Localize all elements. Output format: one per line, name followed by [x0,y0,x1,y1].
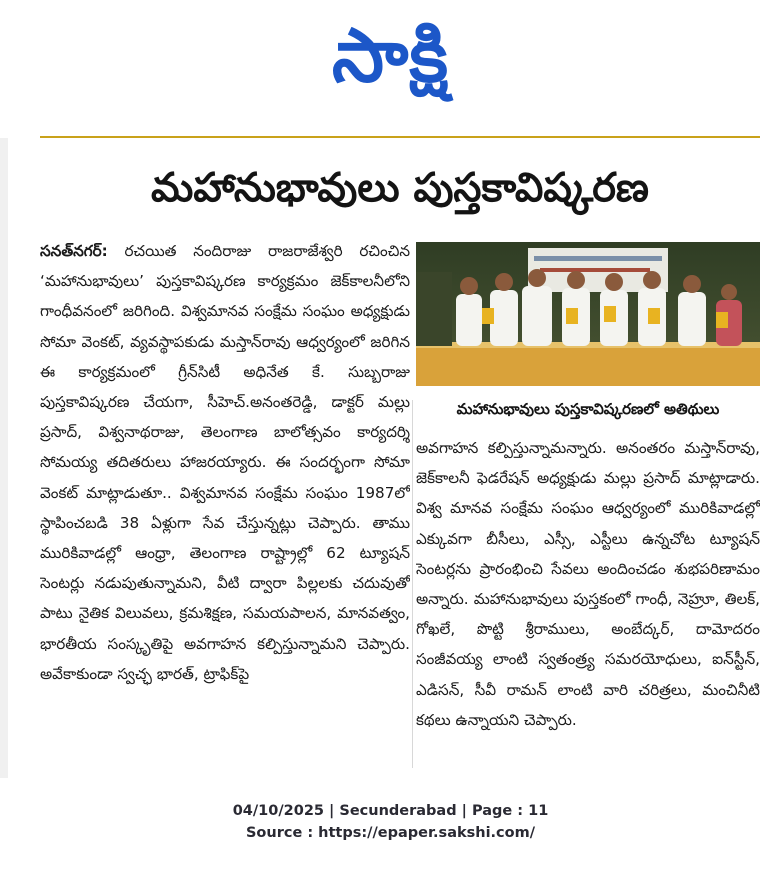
edition-line: 04/10/2025 | Secunderabad | Page : 11 [232,803,549,819]
article-column-left [40,236,410,768]
page-footer [0,800,781,844]
dateline: సనత్‌నగర్: [40,242,108,260]
masthead-logo [0,4,781,114]
photo-caption: మహానుభావులు పుస్తకావిష్కరణలో అతిథులు [456,400,720,418]
event-photo [416,242,760,386]
article-column-right [416,433,760,763]
right-column-text: అవగాహన కల్పిస్తున్నామన్నారు. అనంతరం మస్తాన్‌రావు, జెక్‌కాలనీ ఫెడరేషన్ అధ్యక్షుడు మల్లు ప్రసాద్ మాట్లాడారు. విశ్వ మానవ సంక్షేమ సంఘం ఆధ్వర్యంలో మురికివాడల్లో ఎక్కువగా బీసీలు, ఎస్సీ, ఎస్టీలు ఉన్నచోట ట్యూషన్ సెంటర్లను ప్రారంభించి సేవలు అందించడం శుభపరిణామం అన్నారు. మహానుభావులు పుస్తకంలో గాంధీ, నెహ్రూ, తిలక్, గోఖలే, పొట్టి శ్రీరాములు, అంబేద్కర్, దామోదరం సంజీవయ్య లాంటి స్వతంత్ర్య సమరయోధులు, ఐన్‌స్టీన్, ఎడిసన్, సీవీ రామన్ లాంటి వారి చరిత్రలు, మంచినీటి కథలు ఉన్నాయని చెప్పారు. [416,439,760,729]
left-column-text: రచయిత నందిరాజు రాజరాజేశ్వరి రచించిన ‘మహానుభావులు’ పుస్తకావిష్కరణ కార్యక్రమం జెక్‌కాలనీలోని గాంధీవనంలో జరిగింది. విశ్వమానవ సంక్షేమ సంఘం అధ్యక్షుడు సోమా వెంకట్, వ్యవస్థాపకుడు మస్తాన్‌రావు ఆధ్వర్యంలో జరిగిన ఈ కార్యక్రమంలో గ్రీన్‌సిటీ అధినేత కే. సుబ్బరాజు పుస్తకావిష్కరణ చేయగా, సీహెచ్.అనంతరెడ్డి, డాక్టర్ మల్లు ప్రసాద్, విశ్వనాథరాజు, తెలంగాణ బాలోత్సవం కార్యదర్శి సోమయ్య తదితరులు హాజరయ్యారు. ఈ సందర్భంగా సోమా వెంకట్ మాట్లాడుతూ.. విశ్వమానవ సంక్షేమ సంఘం 1987లో స్థాపించబడి 38 ఏళ్లుగా సేవ చేస్తున్నట్లు చెప్పారు. తాము మురికివాడల్లో ఆంధ్రా, తెలంగాణ రాష్ట్రాల్లో 62 ట్యూషన్ సెంటర్లు నడుపుతున్నామని, వీటి ద్వారా పిల్లలకు చదువుతో పాటు నైతిక విలువలు, క్రమశిక్షణ, సమయపాలన, మానవత్వం, భారతీయ సంస్కృతిపై అవగాహన కల్పిస్తున్నామని చెప్పారు. అవేకాకుండా స్వచ్ఛ భారత్, ట్రాఫిక్‌పై [40,242,410,683]
logo-text: సాక్షి [332,13,449,99]
source-link[interactable]: Source : https://epaper.sakshi.com/ [245,825,536,841]
article-headline: మహానుభావులు పుస్తకావిష్కరణ [151,165,649,211]
headline-rule [40,136,760,138]
column-divider [412,400,413,768]
page-edge-strip [0,138,8,778]
